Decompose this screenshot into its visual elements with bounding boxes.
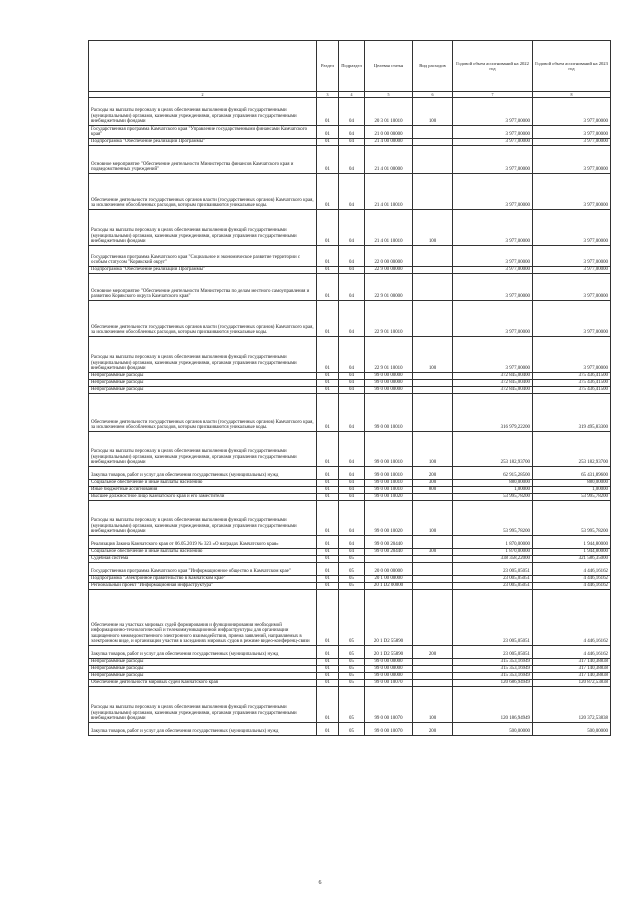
row-razdel: 01	[317, 723, 339, 736]
table-row	[89, 487, 611, 494]
table-row	[89, 659, 611, 666]
row-description: Закупка товаров, работ и услуг для обеспечения государственных (муниципальных) нужд	[89, 723, 317, 736]
row-description: Расходы на выплаты персоналу в целях обеспечения выполнения функций государственными (муниципальными) органами, казенными учреждениями, органами управления государственными внебюджетными фондами	[89, 432, 317, 467]
row-description: Основное мероприятие "Обеспечение деятельности Министерства финансов Камчатского края и подведомственных учреждений"	[89, 146, 317, 174]
row-podrazdel: 04	[339, 210, 365, 246]
row-target-article: 99 0 00 10010	[365, 394, 413, 432]
table-row	[89, 549, 611, 556]
row-expense-type	[413, 659, 453, 666]
row-amount-2023: 65 431,89600	[533, 467, 611, 480]
row-amount-2023: 375 436,41500	[533, 380, 611, 387]
row-target-article: 21 4 01 10010	[365, 210, 413, 246]
row-expense-type	[413, 126, 453, 139]
row-amount-2023: 3 977,00000	[533, 267, 611, 274]
row-expense-type	[413, 267, 453, 274]
row-podrazdel: 04	[339, 98, 365, 126]
table-row	[89, 394, 611, 432]
row-amount-2023: 120 372,53838	[533, 687, 611, 723]
header-2023: Годовой объем ассигнований на 2023 год	[533, 41, 611, 92]
row-target-article: 99 0 00 10010	[365, 480, 413, 487]
row-amount-2023: 375 436,41500	[533, 387, 611, 394]
row-expense-type	[413, 680, 453, 687]
row-target-article: 22 9 01 10010	[365, 301, 413, 337]
row-podrazdel: 05	[339, 723, 365, 736]
row-razdel: 01	[317, 556, 339, 563]
row-amount-2023: 3 977,00000	[533, 126, 611, 139]
row-podrazdel: 04	[339, 549, 365, 556]
row-podrazdel: 04	[339, 301, 365, 337]
table-row	[89, 380, 611, 387]
row-amount-2022: 120 186,94949	[453, 687, 533, 723]
row-podrazdel: 05	[339, 659, 365, 666]
row-description: Обеспечение деятельности государственных органов власти (государственных органов) Камчатского края, за исключением обособленных расходов, которым присваиваются уникальные коды.	[89, 394, 317, 432]
row-amount-2022: 3 977,00000	[453, 174, 533, 210]
header-2022: Годовой объем ассигнований на 2022 год	[453, 41, 533, 92]
table-row	[89, 98, 611, 126]
row-description: Непрограммные расходы	[89, 666, 317, 673]
row-amount-2023: 253 182,93700	[533, 432, 611, 467]
table-row	[89, 373, 611, 380]
row-description: Закупка товаров, работ и услуг для обеспечения государственных (муниципальных) нужд	[89, 646, 317, 659]
row-target-article: 99 0 00 00000	[365, 673, 413, 680]
row-expense-type	[413, 301, 453, 337]
row-target-article: 21 4 01 10010	[365, 174, 413, 210]
row-amount-2022: 3 977,00000	[453, 210, 533, 246]
row-description: Государственная программа Камчатского края "Управление государственными финансами Камчатского края"	[89, 126, 317, 139]
row-amount-2023: 3 977,00000	[533, 174, 611, 210]
row-target-article: 99 0 00 00000	[365, 380, 413, 387]
row-amount-2022: 23 005,05051	[453, 590, 533, 646]
table-row	[89, 673, 611, 680]
row-description: Обеспечение деятельности мировых судей Камчатского края	[89, 680, 317, 687]
row-amount-2022: 3 977,00000	[453, 146, 533, 174]
row-description: Закупка товаров, работ и услуг для обеспечения государственных (муниципальных) нужд	[89, 467, 317, 480]
row-podrazdel: 04	[339, 480, 365, 487]
row-expense-type	[413, 494, 453, 501]
row-razdel: 01	[317, 373, 339, 380]
row-expense-type	[413, 576, 453, 583]
row-amount-2023: 3 977,00000	[533, 301, 611, 337]
row-amount-2022: 1 870,00000	[453, 536, 533, 549]
row-amount-2022: 1,00000	[453, 487, 533, 494]
table-row	[89, 337, 611, 373]
row-podrazdel: 04	[339, 146, 365, 174]
row-amount-2022: 3 977,00000	[453, 98, 533, 126]
row-description: Высшее должностное лицо Камчатского края и его заместители	[89, 494, 317, 501]
row-amount-2023: 4 446,16162	[533, 563, 611, 576]
row-podrazdel: 04	[339, 274, 365, 301]
row-target-article: 20 3 01 10010	[365, 98, 413, 126]
row-amount-2022: 3 977,00000	[453, 126, 533, 139]
row-target-article: 99 0 00 10010	[365, 467, 413, 480]
row-target-article: 99 0 00 20440	[365, 536, 413, 549]
row-target-article: 99 0 00 00000	[365, 373, 413, 380]
row-amount-2023: 4 446,16162	[533, 590, 611, 646]
row-podrazdel: 05	[339, 687, 365, 723]
row-razdel: 01	[317, 274, 339, 301]
row-podrazdel: 04	[339, 380, 365, 387]
row-podrazdel: 04	[339, 373, 365, 380]
row-description: Реализация Закона Камчатского края от 06.05.2019 № 323 «О наградах Камчатского края»	[89, 536, 317, 549]
row-amount-2023: 3 977,00000	[533, 146, 611, 174]
table-row	[89, 267, 611, 274]
row-podrazdel: 05	[339, 583, 365, 590]
row-razdel: 01	[317, 549, 339, 556]
row-amount-2023: 53 995,78200	[533, 501, 611, 536]
table-row	[89, 146, 611, 174]
table-row	[89, 139, 611, 146]
row-podrazdel: 05	[339, 673, 365, 680]
row-amount-2022: 3 977,00000	[453, 246, 533, 267]
row-description: Непрограммные расходы	[89, 659, 317, 666]
row-amount-2023: 3 977,00000	[533, 139, 611, 146]
row-expense-type	[413, 387, 453, 394]
row-podrazdel: 04	[339, 501, 365, 536]
row-razdel: 01	[317, 394, 339, 432]
row-target-article: 22 9 01 00000	[365, 274, 413, 301]
row-amount-2022: 372 845,00400	[453, 373, 533, 380]
table-row	[89, 480, 611, 487]
row-amount-2022: 372 845,00400	[453, 380, 533, 387]
row-amount-2022: 23 005,05051	[453, 646, 533, 659]
row-amount-2022: 23 005,05051	[453, 576, 533, 583]
row-description: Подпрограмма "Обеспечение реализации Программы"	[89, 267, 317, 274]
table-row	[89, 501, 611, 536]
header-desc	[89, 41, 317, 92]
row-description: Обеспечение деятельности государственных органов власти (государственных органов) Камчатского края, за исключением обособленных расходов, которым присваиваются уникальные коды.	[89, 301, 317, 337]
row-razdel: 01	[317, 494, 339, 501]
row-target-article: 20 1 D2 55890	[365, 646, 413, 659]
row-podrazdel: 05	[339, 680, 365, 687]
row-amount-2023: 500,00000	[533, 723, 611, 736]
table-row	[89, 687, 611, 723]
table-row	[89, 467, 611, 480]
row-podrazdel: 05	[339, 666, 365, 673]
row-amount-2022: 3 977,00000	[453, 337, 533, 373]
row-amount-2023: 317 140,38838	[533, 666, 611, 673]
row-amount-2022: 315 353,16949	[453, 659, 533, 666]
row-expense-type: 200	[413, 467, 453, 480]
table-row	[89, 576, 611, 583]
page-number: 6	[318, 880, 322, 886]
table-row	[89, 387, 611, 394]
row-expense-type	[413, 563, 453, 576]
row-amount-2022: 3 977,00000	[453, 301, 533, 337]
row-expense-type: 800	[413, 487, 453, 494]
row-amount-2022: 53 995,78200	[453, 494, 533, 501]
column-number: 3	[317, 92, 339, 98]
table-row	[89, 126, 611, 139]
row-amount-2023: 1 944,80000	[533, 536, 611, 549]
row-amount-2022: 315 353,16949	[453, 666, 533, 673]
row-razdel: 01	[317, 246, 339, 267]
row-amount-2023: 4 446,16162	[533, 583, 611, 590]
row-expense-type	[413, 666, 453, 673]
row-amount-2022: 3 977,00000	[453, 267, 533, 274]
row-razdel: 01	[317, 267, 339, 274]
row-amount-2022: 315 353,16949	[453, 673, 533, 680]
row-amount-2022: 500,00000	[453, 723, 533, 736]
row-description: Расходы на выплаты персоналу в целях обеспечения выполнения функций государственными (муниципальными) органами, казенными учреждениями, органами управления государственными внебюджетными фондами	[89, 98, 317, 126]
row-amount-2022: 23 005,05051	[453, 563, 533, 576]
row-expense-type	[413, 590, 453, 646]
row-expense-type	[413, 174, 453, 210]
row-expense-type: 100	[413, 210, 453, 246]
row-razdel: 01	[317, 673, 339, 680]
row-expense-type: 100	[413, 337, 453, 373]
row-target-article: 21 4 00 00000	[365, 139, 413, 146]
row-razdel: 01	[317, 467, 339, 480]
row-target-article: 20 1 D2 55890	[365, 590, 413, 646]
column-number: 5	[365, 92, 413, 98]
row-razdel: 01	[317, 646, 339, 659]
table-row	[89, 563, 611, 576]
row-razdel: 01	[317, 659, 339, 666]
row-amount-2022: 253 182,93700	[453, 432, 533, 467]
row-expense-type: 100	[413, 432, 453, 467]
row-expense-type	[413, 556, 453, 563]
row-razdel: 01	[317, 680, 339, 687]
row-expense-type	[413, 394, 453, 432]
row-target-article: 20 1 00 00000	[365, 576, 413, 583]
row-podrazdel: 04	[339, 536, 365, 549]
row-amount-2022: 880,00000	[453, 480, 533, 487]
row-target-article: 22 9 01 10010	[365, 337, 413, 373]
row-description: Основное мероприятие "Обеспечение деятельности Министерства по делам местного самоуправления и развитию Корякского округа Камчатского края"	[89, 274, 317, 301]
row-expense-type: 200	[413, 646, 453, 659]
row-amount-2023: 321 586,35000	[533, 556, 611, 563]
row-description: Региональный проект "Информационная инфраструктура"	[89, 583, 317, 590]
row-razdel: 01	[317, 536, 339, 549]
table-row	[89, 246, 611, 267]
row-description: Непрограммные расходы	[89, 673, 317, 680]
budget-table	[88, 40, 611, 736]
row-description: Обеспечение деятельности государственных органов власти (государственных органов) Камчатского края, за исключением обособленных расходов, которым присваиваются уникальные коды.	[89, 174, 317, 210]
column-number: 6	[413, 92, 453, 98]
row-description: Расходы на выплаты персоналу в целях обеспечения выполнения функций государственными (муниципальными) органами, казенными учреждениями, органами управления государственными внебюджетными фондами	[89, 337, 317, 373]
header-vid: Вид расходов	[413, 41, 453, 92]
row-razdel: 01	[317, 583, 339, 590]
row-razdel: 01	[317, 576, 339, 583]
row-amount-2022: 120 686,94949	[453, 680, 533, 687]
row-razdel: 01	[317, 480, 339, 487]
row-razdel: 01	[317, 301, 339, 337]
row-amount-2023: 3 977,00000	[533, 98, 611, 126]
row-podrazdel: 05	[339, 590, 365, 646]
row-description: Обеспечение на участках мировых судей формирования и функционирования необходимой информационно-технологической и телекоммуникационной инфраструктуры для организации защищенного межведомственного электронного взаимодействия, приема заявлений, направляемых в электронном виде, и организации участия в заседаниях мировых судов в режиме видео-конференц-связи	[89, 590, 317, 646]
row-amount-2023: 1 944,80000	[533, 549, 611, 556]
table-row	[89, 494, 611, 501]
row-description: Социальное обеспечение и иные выплаты населению	[89, 480, 317, 487]
row-podrazdel: 04	[339, 487, 365, 494]
row-description: Подпрограмма "Электронное правительство в Камчатском крае"	[89, 576, 317, 583]
row-amount-2022: 1 870,00000	[453, 549, 533, 556]
table-header	[89, 41, 611, 92]
table-row	[89, 301, 611, 337]
row-razdel: 01	[317, 210, 339, 246]
row-target-article: 99 0 00 10010	[365, 432, 413, 467]
row-target-article: 99 0 00 10010	[365, 487, 413, 494]
row-podrazdel: 04	[339, 267, 365, 274]
table-row	[89, 432, 611, 467]
row-description: Непрограммные расходы	[89, 373, 317, 380]
table-row	[89, 680, 611, 687]
row-description: Государственная программа Камчатского края "Информационное общество в Камчатском крае"	[89, 563, 317, 576]
row-razdel: 01	[317, 687, 339, 723]
row-target-article: 21 0 00 00000	[365, 126, 413, 139]
row-amount-2023: 3 977,00000	[533, 210, 611, 246]
row-target-article: 99 0 00 20440	[365, 549, 413, 556]
row-description: Социальное обеспечение и иные выплаты населению	[89, 549, 317, 556]
row-amount-2022: 338 358,22000	[453, 556, 533, 563]
row-amount-2023: 880,00000	[533, 480, 611, 487]
row-razdel: 01	[317, 126, 339, 139]
row-target-article: 21 4 01 00000	[365, 146, 413, 174]
row-expense-type: 100	[413, 687, 453, 723]
row-expense-type	[413, 373, 453, 380]
column-number: 7	[453, 92, 533, 98]
row-expense-type	[413, 139, 453, 146]
row-razdel: 01	[317, 666, 339, 673]
row-razdel: 01	[317, 501, 339, 536]
row-description: Непрограммные расходы	[89, 380, 317, 387]
row-target-article: 20 1 D2 00000	[365, 583, 413, 590]
row-amount-2023: 120 872,53838	[533, 680, 611, 687]
row-podrazdel: 04	[339, 246, 365, 267]
row-target-article: 99 0 00 10020	[365, 501, 413, 536]
column-number: 2	[89, 92, 317, 98]
row-description: Судебная система	[89, 556, 317, 563]
row-amount-2023: 319 495,83300	[533, 394, 611, 432]
row-target-article: 99 0 00 10070	[365, 687, 413, 723]
row-description: Расходы на выплаты персоналу в целях обеспечения выполнения функций государственными (муниципальными) органами, казенными учреждениями, органами управления государственными внебюджетными фондами	[89, 501, 317, 536]
table-row	[89, 536, 611, 549]
row-target-article: 99 0 00 00000	[365, 659, 413, 666]
row-amount-2022: 316 979,22200	[453, 394, 533, 432]
header-razdel: Раздел	[317, 41, 339, 92]
row-podrazdel: 04	[339, 467, 365, 480]
row-amount-2022: 372 845,00400	[453, 387, 533, 394]
row-expense-type	[413, 246, 453, 267]
row-podrazdel: 04	[339, 126, 365, 139]
row-target-article	[365, 556, 413, 563]
table-row	[89, 723, 611, 736]
table-row	[89, 583, 611, 590]
row-razdel: 01	[317, 487, 339, 494]
row-podrazdel: 05	[339, 576, 365, 583]
row-podrazdel: 05	[339, 563, 365, 576]
header-podrazdel: Подраздел	[339, 41, 365, 92]
row-razdel: 01	[317, 98, 339, 126]
row-amount-2022: 53 995,78200	[453, 501, 533, 536]
row-target-article: 99 0 00 10070	[365, 680, 413, 687]
table-row	[89, 646, 611, 659]
row-razdel: 01	[317, 432, 339, 467]
row-expense-type: 200	[413, 723, 453, 736]
table-row	[89, 274, 611, 301]
row-target-article: 99 0 00 00000	[365, 387, 413, 394]
row-target-article: 22 0 00 00000	[365, 246, 413, 267]
row-amount-2023: 3 977,00000	[533, 337, 611, 373]
row-podrazdel: 05	[339, 646, 365, 659]
row-podrazdel: 04	[339, 387, 365, 394]
header-target: Целевая статья	[365, 41, 413, 92]
row-target-article: 99 0 00 00000	[365, 666, 413, 673]
row-target-article: 22 9 00 00000	[365, 267, 413, 274]
row-target-article: 99 0 00 10020	[365, 494, 413, 501]
row-amount-2023: 317 140,38838	[533, 659, 611, 666]
row-razdel: 01	[317, 387, 339, 394]
row-razdel: 01	[317, 146, 339, 174]
row-amount-2023: 317 140,38838	[533, 673, 611, 680]
row-razdel: 01	[317, 139, 339, 146]
row-description: Государственная программа Камчатского края "Социальное и экономическое развитие территории с особым статусом "Корякский округ"	[89, 246, 317, 267]
row-amount-2023: 4 446,16162	[533, 646, 611, 659]
row-expense-type	[413, 583, 453, 590]
column-number: 4	[339, 92, 365, 98]
column-number: 8	[533, 92, 611, 98]
row-target-article: 99 0 00 10070	[365, 723, 413, 736]
budget-sheet	[88, 40, 610, 736]
row-amount-2022: 3 977,00000	[453, 139, 533, 146]
row-expense-type	[413, 380, 453, 387]
table-row	[89, 666, 611, 673]
row-amount-2023: 3 977,00000	[533, 246, 611, 267]
table-row	[89, 174, 611, 210]
table-row	[89, 590, 611, 646]
row-description: Подпрограмма "Обеспечение реализации Программы"	[89, 139, 317, 146]
row-description: Иные бюджетные ассигнования	[89, 487, 317, 494]
row-expense-type: 100	[413, 501, 453, 536]
row-amount-2022: 3 977,00000	[453, 274, 533, 301]
row-podrazdel: 04	[339, 494, 365, 501]
row-podrazdel: 04	[339, 394, 365, 432]
row-description: Расходы на выплаты персоналу в целях обеспечения выполнения функций государственными (муниципальными) органами, казенными учреждениями, органами управления государственными внебюджетными фондами	[89, 687, 317, 723]
row-amount-2023: 53 995,78200	[533, 494, 611, 501]
row-expense-type: 300	[413, 480, 453, 487]
row-description: Расходы на выплаты персоналу в целях обеспечения выполнения функций государственными (муниципальными) органами, казенными учреждениями, органами управления государственными внебюджетными фондами	[89, 210, 317, 246]
row-podrazdel: 04	[339, 174, 365, 210]
row-description: Непрограммные расходы	[89, 387, 317, 394]
row-expense-type	[413, 673, 453, 680]
row-amount-2023: 4 446,16162	[533, 576, 611, 583]
row-expense-type	[413, 274, 453, 301]
row-amount-2022: 23 005,05051	[453, 583, 533, 590]
row-amount-2023: 3 977,00000	[533, 274, 611, 301]
row-razdel: 01	[317, 563, 339, 576]
row-expense-type	[413, 146, 453, 174]
row-expense-type: 100	[413, 98, 453, 126]
row-amount-2023: 375 436,41500	[533, 373, 611, 380]
row-razdel: 01	[317, 380, 339, 387]
row-podrazdel: 04	[339, 139, 365, 146]
row-razdel: 01	[317, 590, 339, 646]
table-row	[89, 556, 611, 563]
row-podrazdel: 04	[339, 337, 365, 373]
row-amount-2023: 1,00000	[533, 487, 611, 494]
row-amount-2022: 62 915,28500	[453, 467, 533, 480]
row-razdel: 01	[317, 174, 339, 210]
row-podrazdel: 04	[339, 432, 365, 467]
row-razdel: 01	[317, 337, 339, 373]
row-target-article: 20 0 00 00000	[365, 563, 413, 576]
row-expense-type	[413, 536, 453, 549]
row-podrazdel: 05	[339, 556, 365, 563]
table-row	[89, 210, 611, 246]
row-expense-type: 300	[413, 549, 453, 556]
